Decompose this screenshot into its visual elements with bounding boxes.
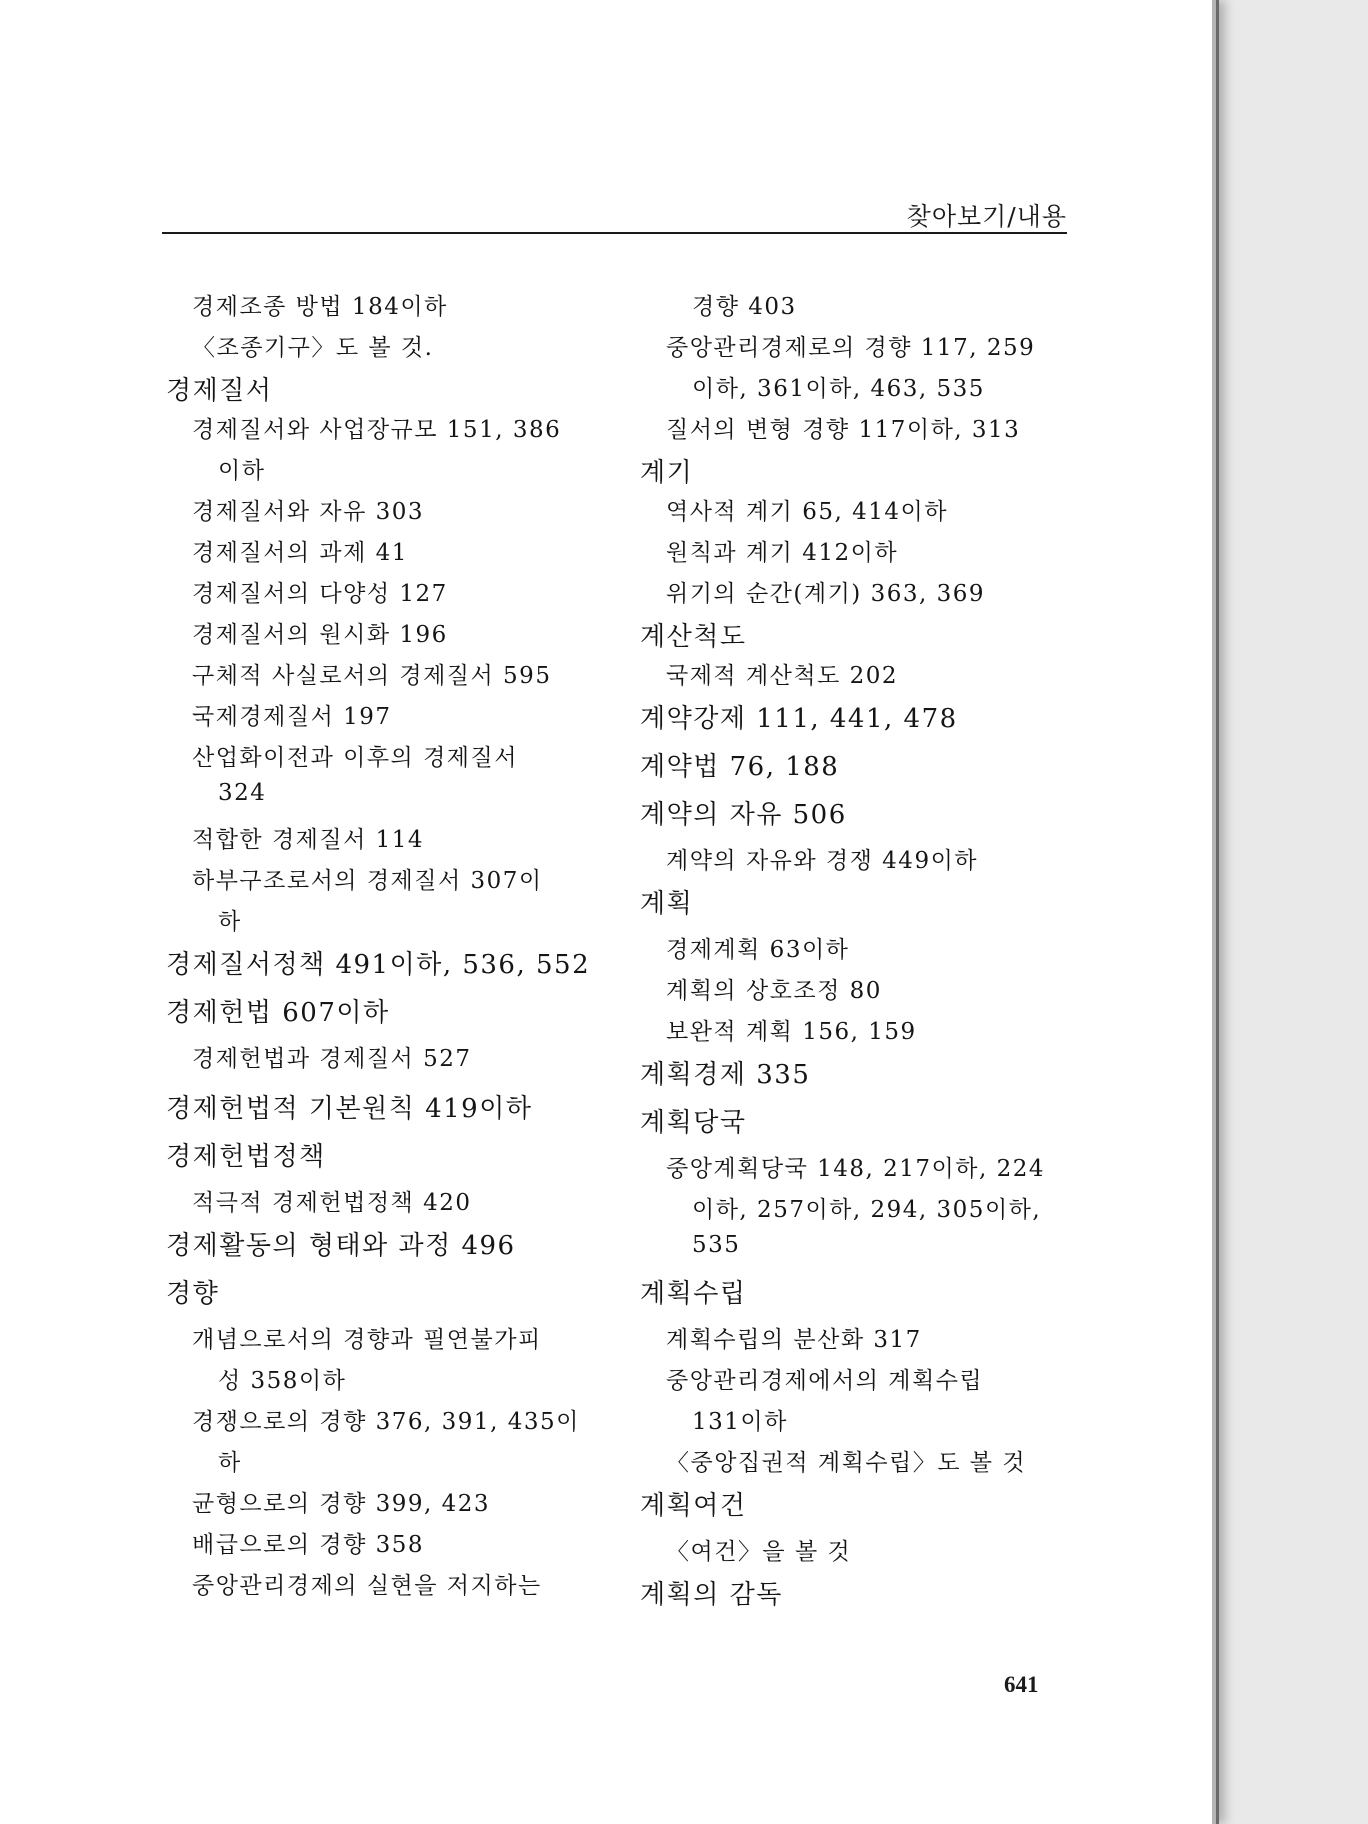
index-subentry: 중앙관리경제에서의 계획수립 [666,1368,984,1394]
index-heading: 계약의 자유 506 [640,800,847,830]
page-edge [1212,0,1216,1824]
index-subentry: 중앙관리경제의 실현을 저지하는 [192,1573,542,1599]
index-subentry: 경제질서와 사업장규모 151, 386 [192,417,562,443]
index-subentry: 적합한 경제질서 114 [192,827,425,853]
index-subentry: 역사적 계기 65, 414이하 [666,499,948,525]
index-subentry: 경제질서와 자유 303 [192,499,425,525]
index-subentry: 경제계획 63이하 [666,937,850,963]
index-subentry: 중앙관리경제로의 경향 117, 259 [666,335,1036,361]
index-subentry: 위기의 순간(계기) 363, 369 [666,581,986,607]
index-subentry: 경쟁으로의 경향 376, 391, 435이 [192,1409,580,1435]
index-heading: 계약법 76, 188 [640,752,840,782]
index-heading: 계기 [640,458,694,488]
index-continuation: 131이하 [692,1409,788,1435]
index-subentry: 균형으로의 경향 399, 423 [192,1491,491,1517]
index-subentry: 〈중앙집권적 계획수립〉도 볼 것 [666,1450,1027,1476]
index-heading: 계획당국 [640,1108,747,1138]
index-continuation: 535 [692,1232,741,1258]
index-continuation: 이하 [218,458,266,484]
page-number: 641 [1004,1672,1039,1697]
index-subentry: 경제질서의 다양성 127 [192,581,448,607]
index-heading: 경향 [166,1279,220,1309]
index-continuation: 성 358이하 [218,1368,347,1394]
index-subentry: 경제헌법과 경제질서 527 [192,1046,472,1072]
index-heading: 경제헌법정책 [166,1142,326,1172]
index-subentry: 계약의 자유와 경쟁 449이하 [666,848,979,874]
index-continuation: 이하, 257이하, 294, 305이하, [692,1197,1042,1223]
index-heading: 경제질서정책 491이하, 536, 552 [166,950,591,980]
running-header: 찾아보기/내용 [906,202,1067,231]
index-subentry: 국제적 계산척도 202 [666,663,899,689]
index-heading: 계획여건 [640,1491,747,1521]
index-subentry: 국제경제질서 197 [192,704,392,730]
header-rule [162,232,1067,234]
index-subentry: 중앙계획당국 148, 217이하, 224 [666,1156,1045,1182]
index-heading: 경제헌법적 기본원칙 419이하 [166,1094,533,1124]
index-continuation: 324 [218,780,267,806]
index-subentry: 산업화이전과 이후의 경제질서 [192,745,518,771]
index-subentry: 구체적 사실로서의 경제질서 595 [192,663,552,689]
index-subentry: 경제질서의 과제 41 [192,540,408,566]
index-heading: 계획의 감독 [640,1580,783,1610]
index-subentry: 원칙과 계기 412이하 [666,540,899,566]
index-subentry: 〈조종기구〉도 볼 것. [192,335,434,361]
index-heading: 계산척도 [640,622,747,652]
index-subentry: 계획의 상호조정 80 [666,978,882,1004]
index-heading: 계약강제 111, 441, 478 [640,704,958,734]
index-heading: 경제질서 [166,376,273,406]
index-subentry: 배급으로의 경향 358 [192,1532,425,1558]
index-subentry: 개념으로서의 경향과 필연불가피 [192,1327,542,1353]
index-subentry: 〈여건〉을 볼 것 [666,1539,852,1565]
index-heading: 계획경제 335 [640,1060,811,1090]
index-continuation: 하 [218,1450,242,1476]
index-continuation: 하 [218,909,242,935]
index-continuation: 이하, 361이하, 463, 535 [692,376,985,402]
index-subentry: 적극적 경제헌법정책 420 [192,1190,472,1216]
index-continuation: 경향 403 [692,294,797,320]
index-subentry: 경제질서의 원시화 196 [192,622,448,648]
index-heading: 경제헌법 607이하 [166,998,390,1028]
index-subentry: 계획수립의 분산화 317 [666,1327,922,1353]
index-subentry: 하부구조로서의 경제질서 307이 [192,868,543,894]
index-heading: 경제활동의 형태와 과정 496 [166,1231,516,1261]
index-heading: 계획수립 [640,1279,747,1309]
index-subentry: 질서의 변형 경향 117이하, 313 [666,417,1021,443]
index-heading: 계획 [640,889,694,919]
index-subentry: 경제조종 방법 184이하 [192,294,448,320]
index-subentry: 보완적 계획 156, 159 [666,1019,917,1045]
